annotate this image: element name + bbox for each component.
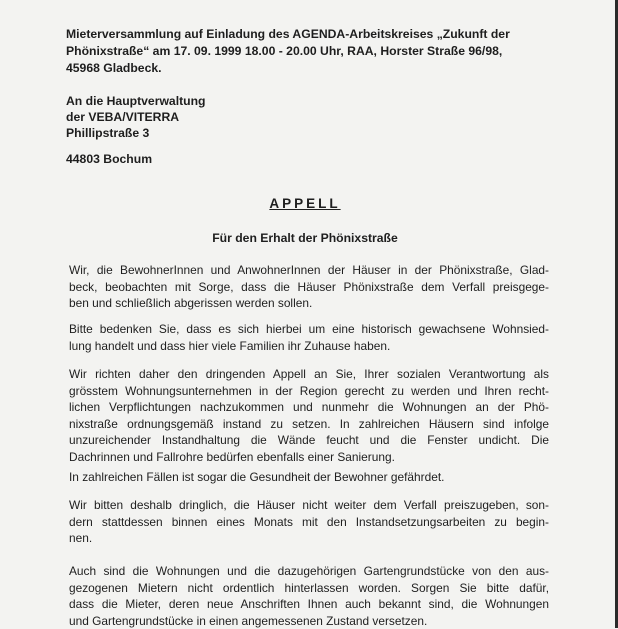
address-line: An die Hauptverwaltung [66,94,206,108]
recipient-address [66,93,206,141]
header-line: Mieterversammlung auf Einladung des AGENDA-Arbeitskreises „Zukunft der [66,27,510,41]
document-subtitle: Für den Erhalt der Phönixstraße [212,231,398,245]
meeting-header [66,26,546,77]
paragraph-3 [69,366,549,466]
text-line: Wir bitten deshalb dringlich, die Häuser nicht weiter dem Verfall preiszugeben, son- [69,498,549,512]
address-line: der VEBA/VITERRA [66,110,180,124]
address-city: 44803 Bochum [66,152,153,166]
document-title: APPELL [269,196,341,211]
paragraph-6 [69,563,549,629]
header-line: 45968 Gladbeck. [66,61,162,75]
address-line: Phillipstraße 3 [66,126,150,140]
text-line: unzureichender Instandhaltung die Wände feucht und die Fenster undicht. Die [69,433,549,448]
header-line: Phönixstraße“ am 17. 09. 1999 18.00 - 20.00 Uhr, RAA, Horster Straße 96/98, [66,44,503,58]
text-line: lung handelt und dass hier viele Familien ihr Zuhause haben. [69,338,391,353]
text-line: lichen Verpflichtungen nachzukommen und nunmehr die Wohnungen an der Phö- [69,400,549,415]
paragraph-1 [69,262,549,312]
text-line: grösstem Wohnungsunternehmen in der Region gerecht zu werden und Ihren recht- [69,383,549,398]
paragraph-5 [69,497,549,547]
text-line: gezogenen Mietern nicht ordentlich hinterlassen worden. Sorgen Sie bitte dafür, [69,580,549,595]
text-line: Wir richten daher den dringenden Appell an Sie, Ihrer sozialen Verantwortung als [69,367,549,381]
text-line: nixstraße ordnungsgemäß instand zu setzen. In zahlreichen Häusern sind infolge [69,416,549,431]
text-line: Bitte bedenken Sie, dass es sich hierbei um eine historisch gewachsene Wohnsied- [69,322,549,336]
text-line: dern stattdessen binnen eines Monats mit den Instandsetzungsarbeiten zu begin- [69,514,549,529]
text-line: dass die Mieter, deren neue Anschriften Ihnen auch bekannt sind, die Wohnungen [69,597,549,612]
text-line: beck, beobachten mit Sorge, dass die Häuser Phönixstraße dem Verfall preisgege- [69,279,549,294]
text-line: In zahlreichen Fällen ist sogar die Gesundheit der Bewohner gefährdet. [69,470,445,484]
text-line: und Gartengrundstücke in einen angemessenen Zustand versetzen. [69,613,428,628]
text-line: ben und schließlich abgerissen werden sollen. [69,296,313,311]
paragraph-4 [69,469,549,486]
text-line: nen. [69,531,93,546]
paragraph-2 [69,321,549,354]
text-line: Dachrinnen und Fallrohre bedürfen ebenfalls einer Sanierung. [69,449,395,464]
text-line: Wir, die BewohnerInnen und AnwohnerInnen der Häuser in der Phönixstraße, Glad- [69,263,549,277]
text-line: Auch sind die Wohnungen und die dazugehörigen Gartengrundstücke von den aus- [69,564,549,578]
